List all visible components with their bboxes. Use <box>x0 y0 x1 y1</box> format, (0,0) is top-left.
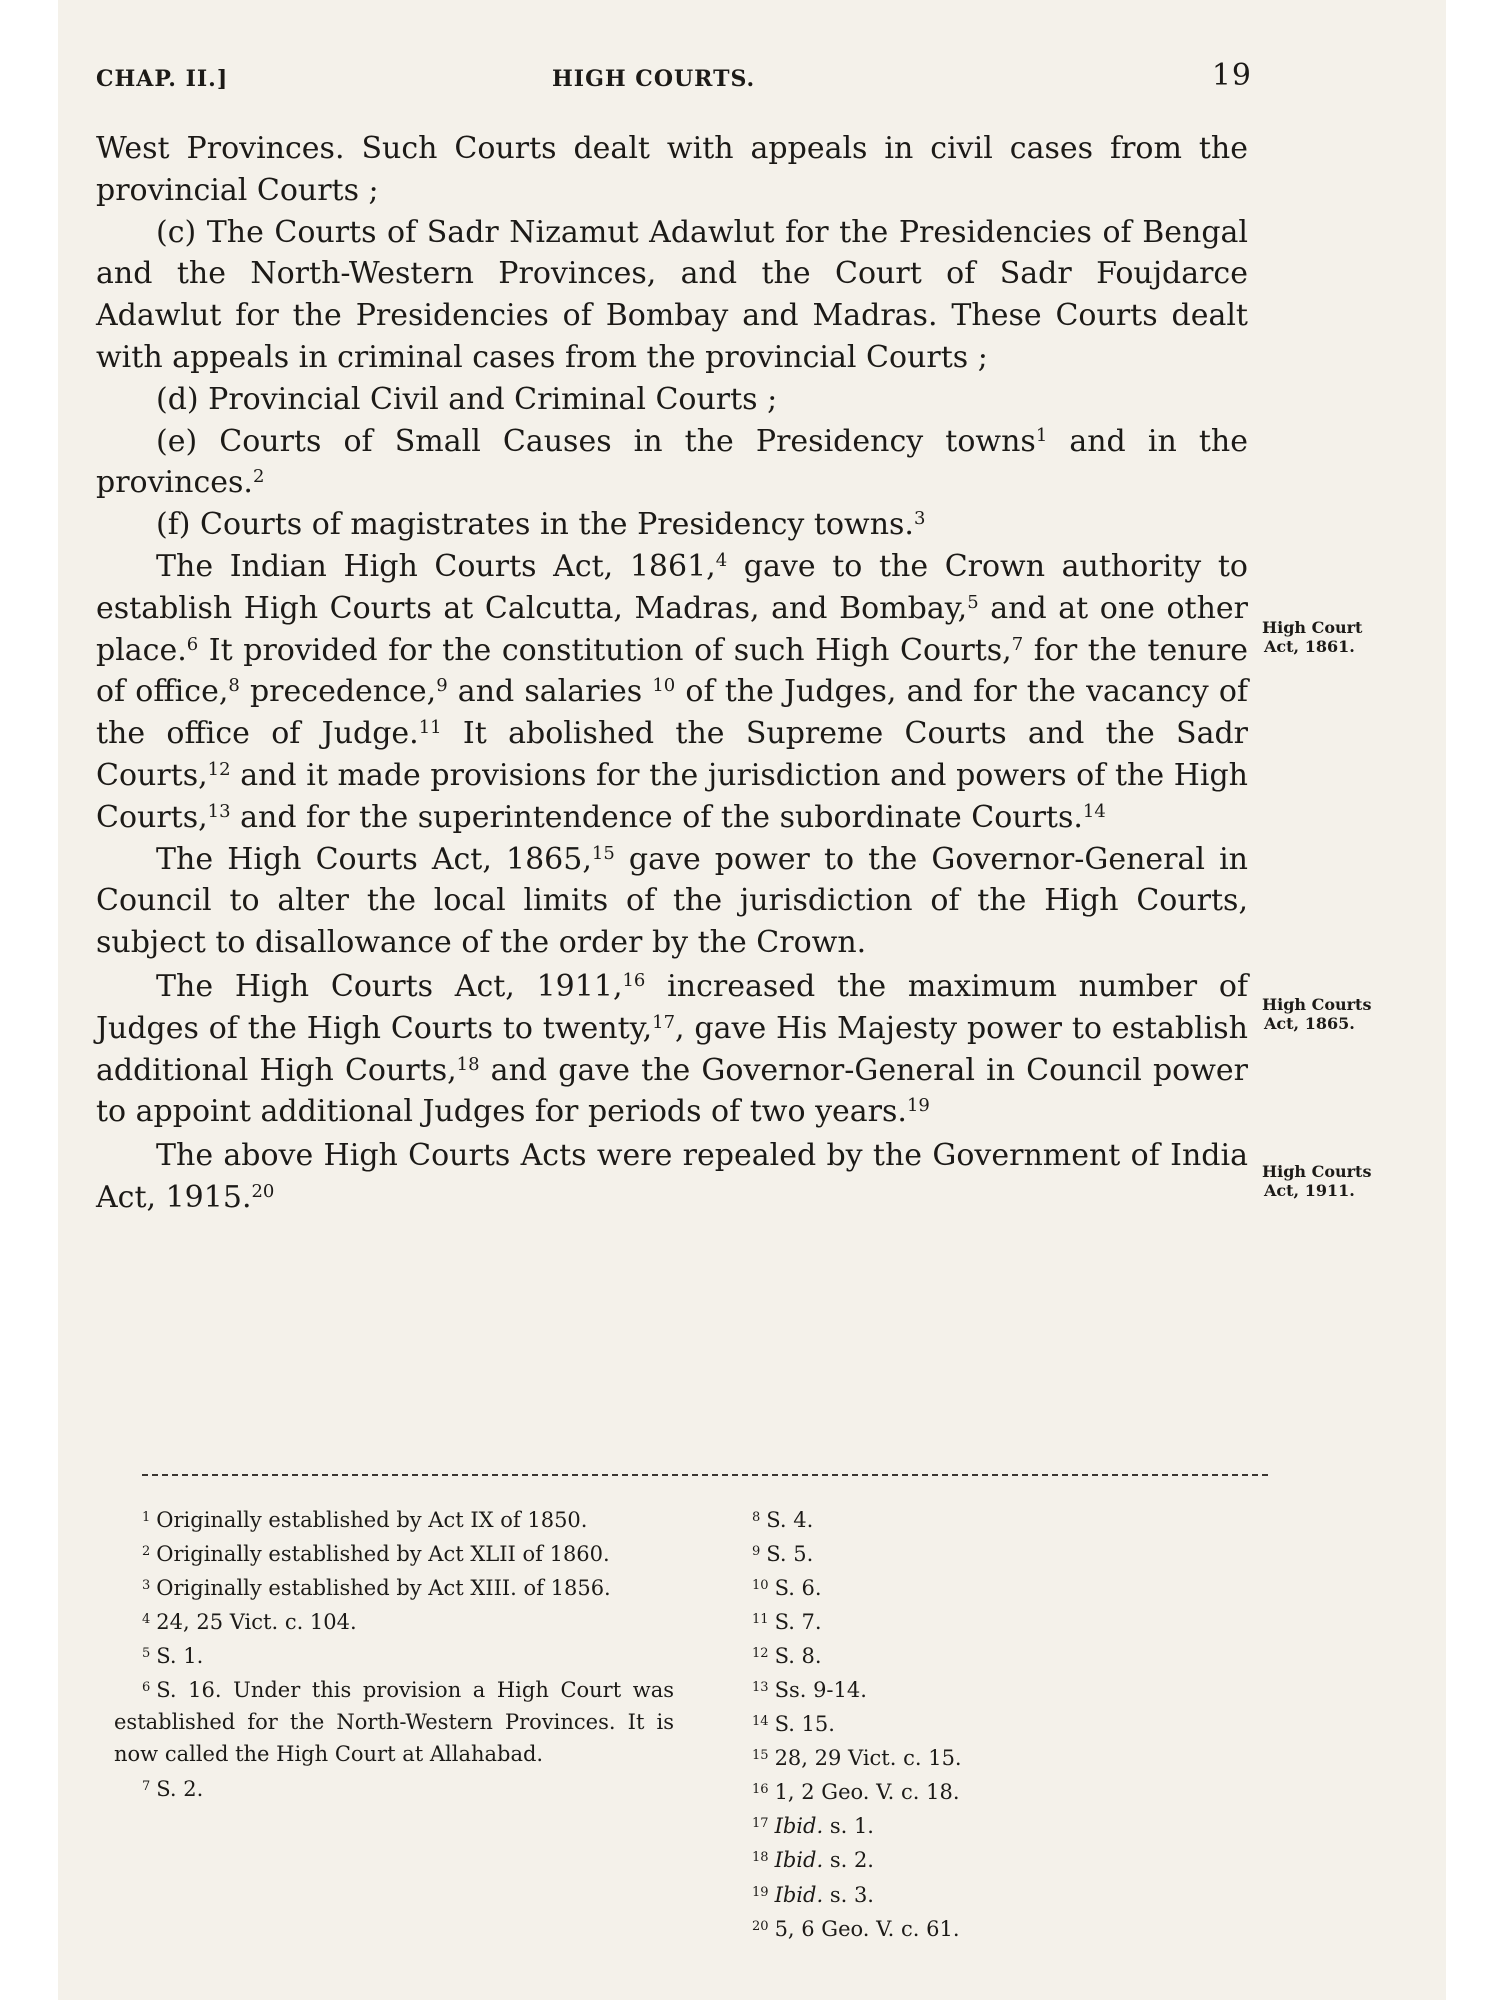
body-text <box>96 128 1248 1219</box>
footnote-text: Originally established by Act IX of 1850. <box>156 1507 588 1532</box>
footnote-ref: 12 <box>207 759 231 781</box>
margin-note-1911 <box>1262 1162 1442 1200</box>
chapter-label: CHAP. II.] <box>96 66 229 92</box>
footnote-ref: 11 <box>418 717 442 739</box>
text-run: The above High Courts Acts were repealed by the Government of India Act, 1915. <box>96 1138 1248 1215</box>
footnote-italic: Ibid. <box>774 1814 824 1839</box>
footnote-ref: 4 <box>715 550 728 572</box>
footnote-number: 16 <box>752 1782 769 1798</box>
margin-note-line: Act, 1865. <box>1264 1014 1355 1033</box>
footnote <box>752 1536 1112 1570</box>
text-run: gave to the Crown authority to establish High Courts at Calcutta, Madras, and Bombay, <box>96 548 1248 626</box>
footnote <box>752 1774 1112 1808</box>
paragraph-f <box>96 504 1248 546</box>
paragraph-repeal <box>96 1135 1248 1219</box>
footnote <box>752 1808 1112 1842</box>
footnote-ref: 13 <box>207 800 231 822</box>
footnote-ref: 16 <box>622 970 646 992</box>
footnote-number: 1 <box>142 1510 151 1525</box>
footnote-ref: 1 <box>1035 424 1048 446</box>
footnote-italic: Ibid. <box>774 1848 824 1873</box>
footnote-text: S. 6. <box>774 1575 822 1600</box>
footnote-italic: Ibid. <box>774 1882 824 1907</box>
footnote-ref: 14 <box>1082 800 1106 822</box>
footnote <box>752 1604 1112 1638</box>
footnote <box>114 1638 674 1672</box>
text-run: It abolished the Supreme Courts and the Sadr Courts, <box>96 716 1248 793</box>
footnote-number: 5 <box>142 1646 151 1662</box>
footnotes-right-column <box>752 1502 1112 1945</box>
footnote-ref: 7 <box>1011 633 1024 655</box>
footnote-ref: 3 <box>913 508 926 530</box>
footnote-text: S. 7. <box>774 1609 822 1634</box>
footnote-text: S. 16. Under this provision a High Court was established for the North-Western Provinces. It is now called the High Court at Allahabad. <box>114 1678 674 1767</box>
footnote <box>752 1502 1112 1536</box>
footnote <box>114 1771 674 1805</box>
footnote <box>752 1842 1112 1876</box>
paragraph-1865-act <box>96 839 1248 964</box>
footnote-ref: 6 <box>186 633 199 655</box>
text-run: The High Courts Act, 1865, <box>156 841 592 877</box>
footnote-text: Ss. 9-14. <box>774 1678 867 1703</box>
footnote-ref: 17 <box>652 1011 676 1033</box>
footnote-ref: 18 <box>456 1053 480 1075</box>
footnote-number: 15 <box>752 1748 769 1764</box>
footnote-number: 10 <box>752 1578 769 1594</box>
footnote-ref: 2 <box>252 466 265 488</box>
footnote-ref: 9 <box>436 675 448 697</box>
text-run: of the Judges, and for the vacancy of the office of Judge. <box>96 674 1248 752</box>
paragraph-e-text: (e) Courts of Small Causes in the Presidency towns <box>156 423 1036 459</box>
footnote-text: 5, 6 Geo. V. c. 61. <box>774 1916 960 1941</box>
footnote-ref: 19 <box>906 1095 930 1117</box>
footnote <box>114 1604 674 1638</box>
footnote <box>752 1877 1112 1911</box>
text-run: , gave His Majesty power to establish additional High Courts, <box>96 1010 1248 1088</box>
footnote <box>114 1536 674 1570</box>
margin-note-1861 <box>1262 618 1442 656</box>
footnote-number: 6 <box>142 1680 151 1696</box>
text-run: and gave the Governor-General in Council power to appoint additional Judges for periods of two years. <box>96 1052 1249 1130</box>
footnote <box>752 1740 1112 1774</box>
text-run: and at one other place. <box>96 590 1249 668</box>
paragraph-d: (d) Provincial Civil and Criminal Courts ; <box>156 381 778 417</box>
footnotes-left-column <box>114 1502 674 1805</box>
margin-note-line: High Court <box>1262 618 1363 637</box>
footnote-number: 3 <box>142 1578 151 1594</box>
footnote <box>114 1672 674 1770</box>
footnote-text: Originally established by Act XIII. of 1856. <box>156 1575 611 1600</box>
paragraph-e <box>96 421 1248 505</box>
footnote-text: S. 8. <box>774 1644 822 1669</box>
text-run: and for the superintendence of the subordinate Courts. <box>230 799 1083 835</box>
margin-note-1865 <box>1262 995 1442 1033</box>
footnote-number: 14 <box>752 1714 769 1730</box>
running-header <box>96 58 1252 98</box>
footnote-number: 18 <box>752 1850 769 1866</box>
paragraph-c: (c) The Courts of Sadr Nizamut Adawlut for the Presidencies of Bengal and the North-Western Provinces, and the Court of Sadr Foujdarce Adawlut for the Presidencies of Bombay and Madras. These Courts dealt with appeals in criminal cases from the provincial Courts ; <box>96 214 1248 375</box>
footnote <box>114 1570 674 1604</box>
footnote-number: 20 <box>752 1918 769 1934</box>
text-run: It provided for the constitution of such High Courts, <box>198 632 1012 668</box>
footnote <box>752 1706 1112 1740</box>
footnote-ref: 10 <box>652 675 676 697</box>
paragraph-e-text: and in the provinces. <box>96 423 1248 501</box>
footnote-text: 1, 2 Geo. V. c. 18. <box>774 1780 960 1805</box>
text-run: for the tenure of office, <box>96 632 1248 710</box>
margin-note-line: Act, 1861. <box>1264 637 1355 656</box>
footnote-ref: 8 <box>228 675 240 697</box>
footnote-ref: 20 <box>251 1181 275 1203</box>
margin-note-line: High Courts <box>1262 1162 1372 1181</box>
footnote-number: 17 <box>752 1816 769 1832</box>
footnote <box>752 1911 1112 1945</box>
footnote-text: S. 5. <box>766 1541 814 1566</box>
footnote-number: 2 <box>142 1544 151 1560</box>
text-run: increased the maximum number of Judges of the High Courts to twenty, <box>96 968 1248 1046</box>
margin-note-line: Act, 1911. <box>1264 1181 1355 1200</box>
text-run: gave power to the Governor-General in Council to alter the local limits of the jurisdiction of the High Courts, subject to disallowance of the order by the Crown. <box>96 841 1248 961</box>
footnote-text: s. 1. <box>823 1814 874 1839</box>
footnote-number: 19 <box>752 1884 769 1900</box>
footnote-number: 13 <box>752 1680 769 1696</box>
paragraph-1: West Provinces. Such Courts dealt with appeals in civil cases from the provincial Courts ; <box>96 131 1248 208</box>
footnote-ref: 15 <box>591 842 615 864</box>
paragraph-f-text: (f) Courts of magistrates in the Presidency towns. <box>156 507 914 543</box>
footnote-number: 11 <box>752 1612 769 1628</box>
footnote-number: 4 <box>142 1612 151 1628</box>
footnote <box>752 1638 1112 1672</box>
footnote-number: 12 <box>752 1646 769 1662</box>
footnote <box>114 1502 674 1536</box>
text-run: and salaries <box>447 674 653 710</box>
footnote-text: S. 15. <box>774 1712 835 1737</box>
footnote-text: Originally established by Act XLII of 1860. <box>156 1541 610 1566</box>
text-run: precedence, <box>239 674 437 710</box>
footnote <box>752 1570 1112 1604</box>
footnote-text: S. 4. <box>766 1507 814 1532</box>
paragraph-1861-act <box>96 546 1248 839</box>
footnote-text: 24, 25 Vict. c. 104. <box>156 1609 357 1634</box>
running-title: HIGH COURTS. <box>552 66 756 92</box>
paragraph-1911-act <box>96 966 1248 1133</box>
text-run: and it made provisions for the jurisdiction and powers of the High Courts, <box>96 757 1248 835</box>
footnote-ref: 5 <box>967 591 979 613</box>
footnote <box>752 1672 1112 1706</box>
footnote-text: S. 2. <box>156 1776 204 1801</box>
footnote-divider <box>142 1474 1268 1476</box>
footnote-number: 7 <box>142 1778 151 1794</box>
footnote-number: 8 <box>752 1510 761 1525</box>
footnote-text: s. 3. <box>823 1882 874 1907</box>
page-number: 19 <box>1211 58 1252 93</box>
footnote-text: s. 2. <box>823 1848 874 1873</box>
footnote-text: 28, 29 Vict. c. 15. <box>774 1746 962 1771</box>
text-run: The Indian High Courts Act, 1861, <box>156 548 716 584</box>
text-run: The High Courts Act, 1911, <box>156 968 623 1004</box>
margin-note-line: High Courts <box>1262 995 1372 1014</box>
footnote-text: S. 1. <box>156 1644 204 1669</box>
footnote-number: 9 <box>752 1544 761 1560</box>
